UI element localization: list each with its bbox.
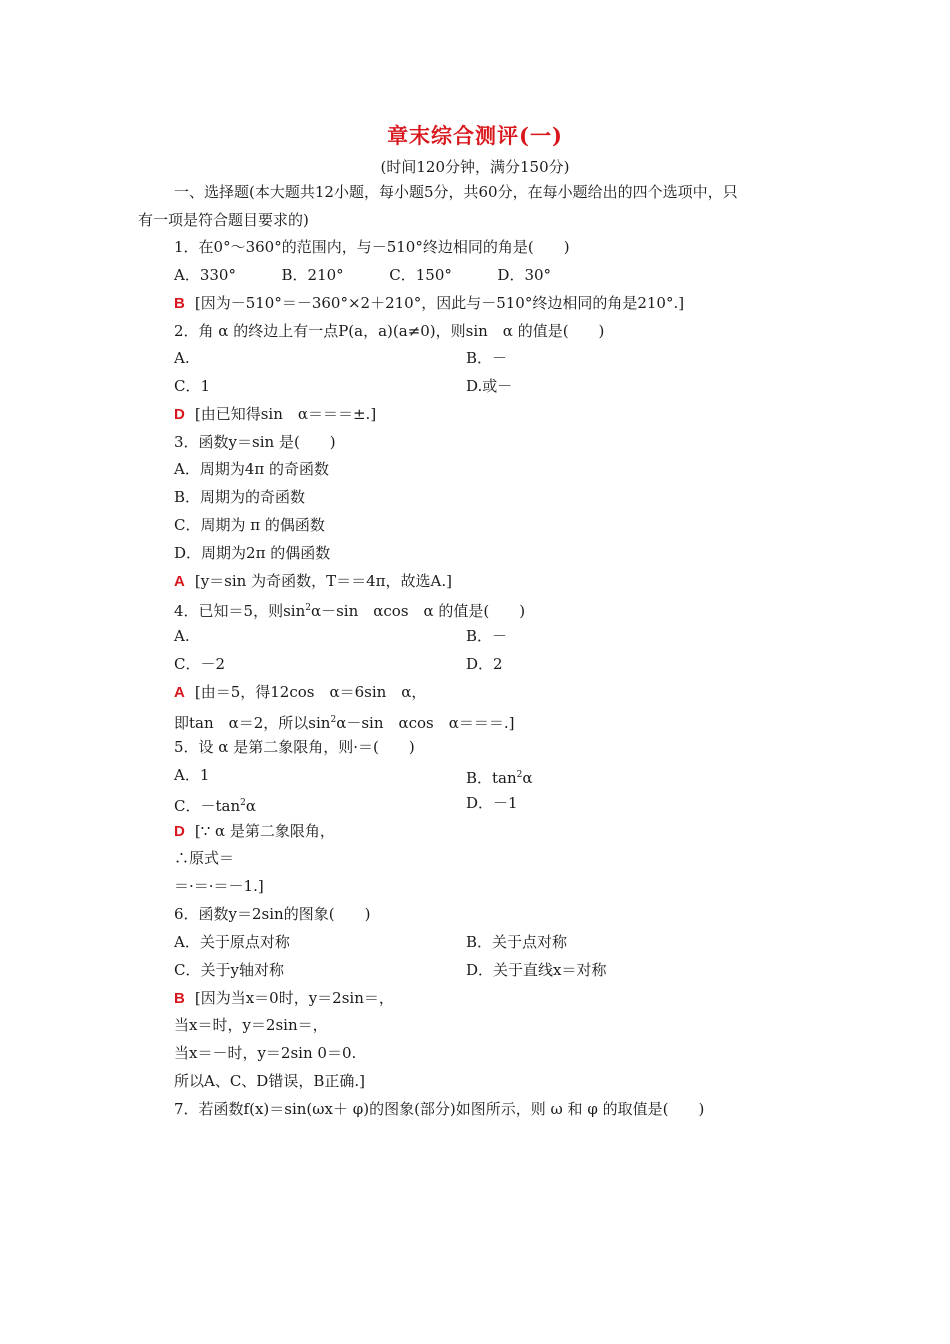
q3-option-a: A．周期为4π 的奇函数 xyxy=(174,460,330,478)
q6-option-d: D．关于直线x＝对称 xyxy=(466,961,607,979)
q4-explanation-1: [由＝5，得12cos α＝6sin α， xyxy=(194,683,427,701)
q2-answer: D xyxy=(174,406,185,423)
q3-option-c: C．周期为 π 的偶函数 xyxy=(174,516,325,534)
q2-stem: 2．角 α 的终边上有一点P(a，a)(a≠0)，则sin α 的值是( ) xyxy=(174,322,605,340)
q4-explanation-2-post: α－sin αcos α＝＝＝.] xyxy=(336,714,515,732)
q6-option-a: A．关于原点对称 xyxy=(174,933,290,951)
q1-option-a: A．330° xyxy=(174,266,236,284)
q5-option-b-superscript: 2 xyxy=(516,770,523,780)
q6-option-b: B．关于点对称 xyxy=(466,933,568,951)
q4-option-a: A. xyxy=(174,627,190,645)
q5-option-a: A．1 xyxy=(174,766,210,784)
q6-answer: B xyxy=(174,990,185,1007)
q6-explanation-1: [因为当x＝0时，y＝2sin＝， xyxy=(194,989,394,1007)
q5-explanation-1: [∵ α 是第二象限角， xyxy=(194,822,335,840)
q4-option-d: D．2 xyxy=(466,655,503,673)
section-heading: 一、选择题(本大题共12小题，每小题5分，共60分，在每小题给出的四个选项中，只 xyxy=(174,183,738,201)
q5-option-b-pre: B．tan xyxy=(466,769,517,787)
q1-option-b: B．210° xyxy=(281,266,344,284)
q5-explanation-2: ∴原式＝ xyxy=(174,849,235,867)
q2-option-d: D.或－ xyxy=(466,377,513,395)
q4-explanation-2-pre: 即tan α＝2，所以sin xyxy=(174,714,331,732)
q3-option-d: D．周期为2π 的偶函数 xyxy=(174,544,331,562)
q7-stem: 7．若函数f(x)＝sin(ωx＋ φ)的图象(部分)如图所示，则 ω 和 φ 的取值是( ) xyxy=(174,1100,705,1118)
q4-stem-pre: 4．已知＝5，则sin xyxy=(174,602,306,620)
q5-option-c xyxy=(174,793,256,816)
q6-stem: 6．函数y＝2sin的图象( ) xyxy=(174,905,371,923)
q1-options xyxy=(174,265,551,285)
q6-solution xyxy=(174,988,394,1009)
q5-solution xyxy=(174,821,335,842)
q2-explanation: [由已知得sin α＝＝＝±.] xyxy=(194,405,377,423)
q5-explanation-3: ＝·＝·＝－1.] xyxy=(174,877,264,895)
q5-option-c-pre: C．－tan xyxy=(174,797,241,815)
q6-option-c: C．关于y轴对称 xyxy=(174,961,284,979)
q4-explanation-2 xyxy=(174,710,515,733)
q4-explanation-superscript: 2 xyxy=(330,715,337,725)
q5-stem: 5．设 α 是第二象限角，则·＝( ) xyxy=(174,738,415,756)
section-heading-cont: 有一项是符合题目要求的) xyxy=(138,211,309,229)
q4-option-b: B．－ xyxy=(466,627,508,645)
q5-option-d: D．－1 xyxy=(466,794,518,812)
q4-stem xyxy=(174,598,525,621)
q2-option-c: C．1 xyxy=(174,377,211,395)
q4-option-c: C．－2 xyxy=(174,655,226,673)
q1-option-d: D．30° xyxy=(497,266,552,284)
q5-answer: D xyxy=(174,823,185,840)
q5-option-c-post: α xyxy=(245,797,256,815)
q2-option-b: B．－ xyxy=(466,349,508,367)
q1-explanation: [因为－510°＝－360°×2＋210°，因此与－510°终边相同的角是210°.] xyxy=(194,294,685,312)
q4-stem-post: α－sin αcos α 的值是( ) xyxy=(310,602,526,620)
q2-option-a: A. xyxy=(174,349,190,367)
q6-explanation-4: 所以A、C、D错误，B正确.] xyxy=(174,1072,365,1090)
q3-explanation: [y＝sin 为奇函数，T＝＝4π，故选A.] xyxy=(194,572,452,590)
page-title: 章末综合测评(一) xyxy=(387,123,563,148)
q4-answer: A xyxy=(174,684,185,701)
q3-stem: 3．函数y＝sin 是( ) xyxy=(174,433,336,451)
q6-explanation-3: 当x＝－时，y＝2sin 0＝0. xyxy=(174,1044,357,1062)
q1-solution xyxy=(174,293,684,314)
q3-solution xyxy=(174,571,452,592)
q5-option-b xyxy=(466,765,533,788)
q1-option-c: C．150° xyxy=(389,266,452,284)
q4-superscript: 2 xyxy=(305,603,311,613)
q1-answer: B xyxy=(174,295,185,312)
q1-stem: 1．在0°～360°的范围内，与－510°终边相同的角是( ) xyxy=(174,238,570,256)
q5-option-c-superscript: 2 xyxy=(240,798,246,808)
q3-answer: A xyxy=(174,573,185,590)
page-subtitle: (时间120分钟，满分150分) xyxy=(380,158,570,176)
q6-explanation-2: 当x＝时，y＝2sin＝， xyxy=(174,1016,328,1034)
q2-solution xyxy=(174,404,376,425)
q5-option-b-post: α xyxy=(522,769,533,787)
q3-option-b: B．周期为的奇函数 xyxy=(174,488,306,506)
q4-solution xyxy=(174,682,426,703)
